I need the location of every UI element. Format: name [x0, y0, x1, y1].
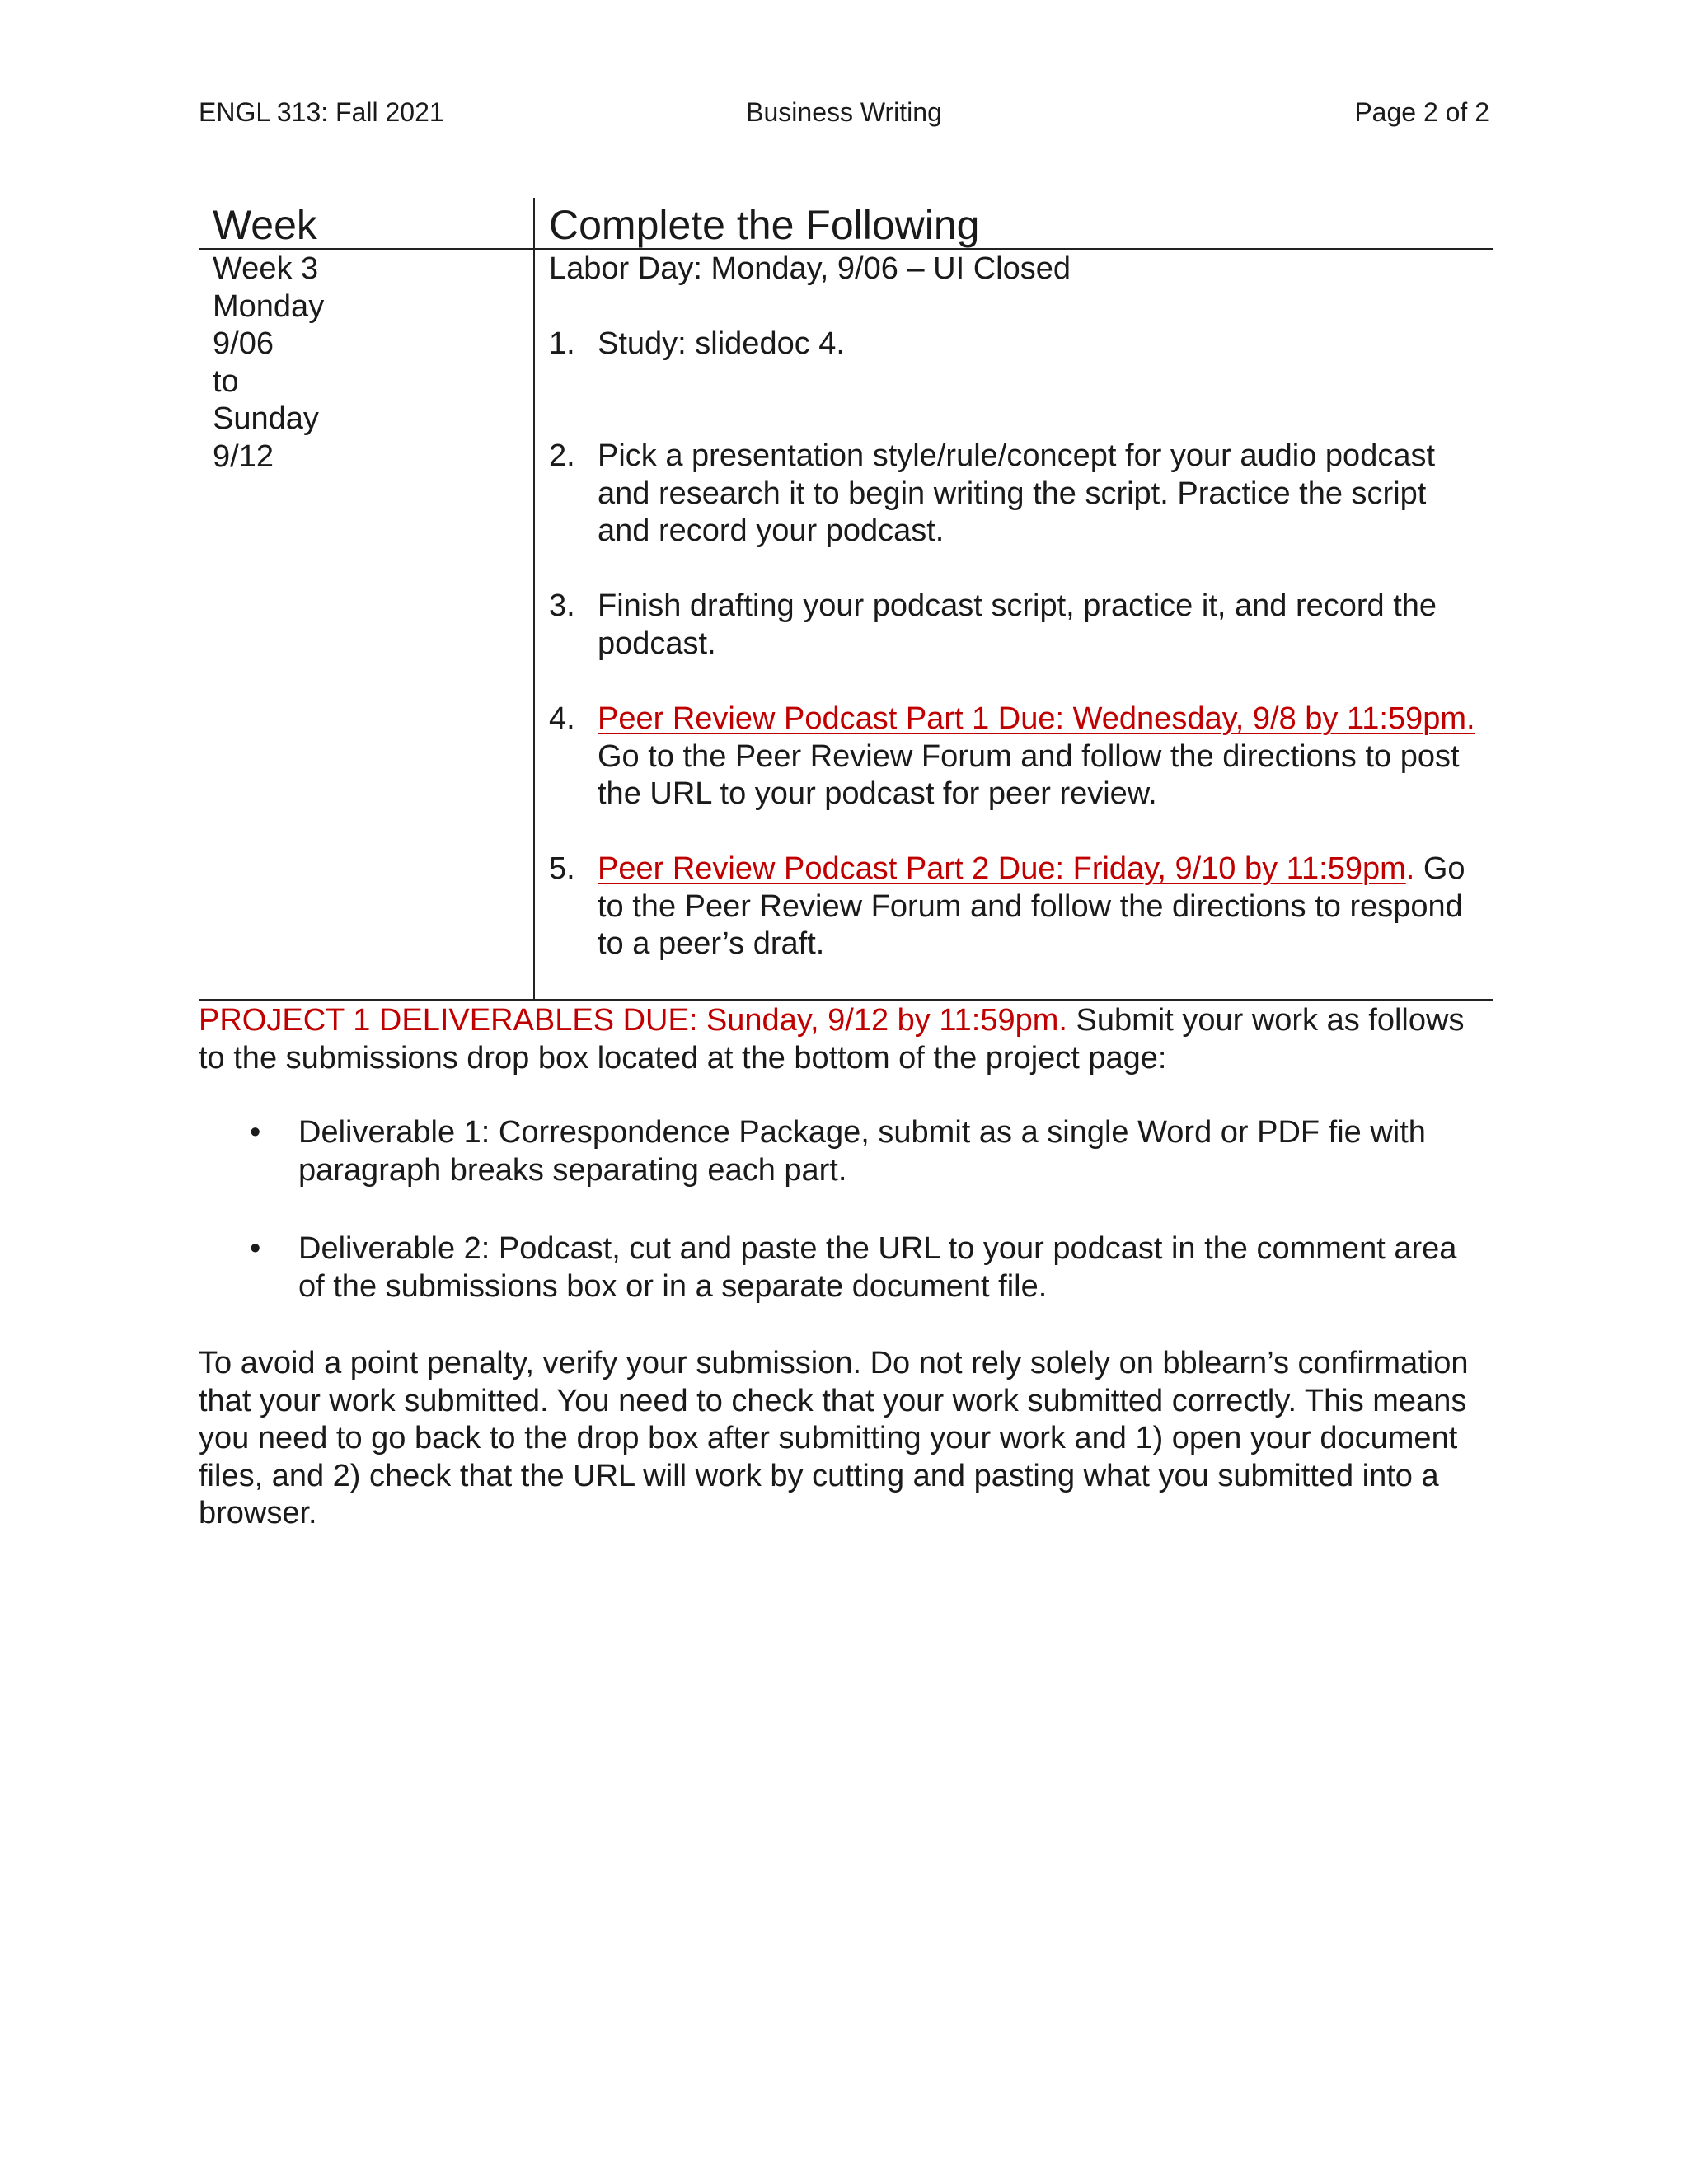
page-header	[199, 97, 1489, 135]
task-text: Finish drafting your podcast script, practice it, and record the podcast.	[598, 588, 1437, 661]
table-bottom-rule	[199, 999, 1493, 1001]
task-text-rest: Go to the Peer Review Forum and follow the directions to respond to a peer’s draft.	[598, 851, 1465, 961]
deliverables-due-heading: PROJECT 1 DELIVERABLES DUE: Sunday, 9/12 by 11:59pm.	[199, 1003, 1067, 1038]
course-label: ENGL 313: Fall 2021	[199, 97, 444, 127]
deliverables-due-paragraph	[199, 1002, 1493, 1077]
task-text: Study: slidedoc 4.	[598, 326, 845, 361]
verification-paragraph: To avoid a point penalty, verify your submission. Do not rely solely on bblearn’s confirmation that your work submitted. You need to check that your work submitted correctly. This means you need to go back to the drop box after submitting your work and 1) open your document files, and 2) check that the URL will work by cutting and pasting what you submitted into a browser.	[199, 1346, 1469, 1530]
week-line: 9/12	[213, 438, 274, 474]
task-text	[598, 851, 1484, 963]
document-title: Business Writing	[746, 97, 942, 127]
week-line: 9/06	[213, 326, 274, 361]
column-header-week: Week	[213, 202, 317, 248]
task-number: 4.	[549, 701, 575, 736]
week-line: Week 3	[213, 251, 319, 286]
bullet-icon: •	[250, 1231, 261, 1266]
task-number: 2.	[549, 438, 575, 473]
task-text: Pick a presentation style/rule/concept for your audio podcast and research it to begin writing the script. Practice the script and record your podcast.	[598, 438, 1436, 548]
task-text	[598, 701, 1484, 813]
link-period: .	[1405, 851, 1415, 886]
deliverables-section	[199, 1002, 1493, 1304]
deliverable-text: Deliverable 1: Correspondence Package, submit as a single Word or PDF fie with paragraph breaks separating each part.	[298, 1115, 1426, 1188]
task-number: 3.	[549, 588, 575, 623]
column-divider	[533, 198, 535, 1001]
week-line: to	[213, 363, 239, 399]
week-cell	[213, 251, 518, 476]
column-header-complete: Complete the Following	[549, 202, 980, 248]
schedule-table	[199, 198, 1493, 1001]
deliverable-text: Deliverable 2: Podcast, cut and paste the URL to your podcast in the comment area of the submissions box or in a separate document file.	[298, 1231, 1457, 1304]
page-number: Page 2 of 2	[1354, 97, 1489, 127]
peer-review-part2-link[interactable]: Peer Review Podcast Part 2 Due: Friday, 9/10 by 11:59pm	[598, 851, 1406, 886]
bullet-icon: •	[250, 1115, 261, 1150]
week-line: Monday	[213, 288, 325, 324]
week-line: Sunday	[213, 401, 319, 436]
task-number: 5.	[549, 851, 575, 886]
labor-day-note: Labor Day: Monday, 9/06 – UI Closed	[549, 251, 1071, 286]
peer-review-part1-link[interactable]: Peer Review Podcast Part 1 Due: Wednesday, 9/8 by 11:59pm.	[598, 701, 1475, 736]
task-number: 1.	[549, 326, 575, 361]
task-text-rest: Go to the Peer Review Forum and follow the directions to post the URL to your podcast for peer review.	[598, 738, 1460, 811]
deliverables-due-text: Submit your work as follows to the submissions drop box located at the bottom of the project page:	[199, 1003, 1465, 1076]
